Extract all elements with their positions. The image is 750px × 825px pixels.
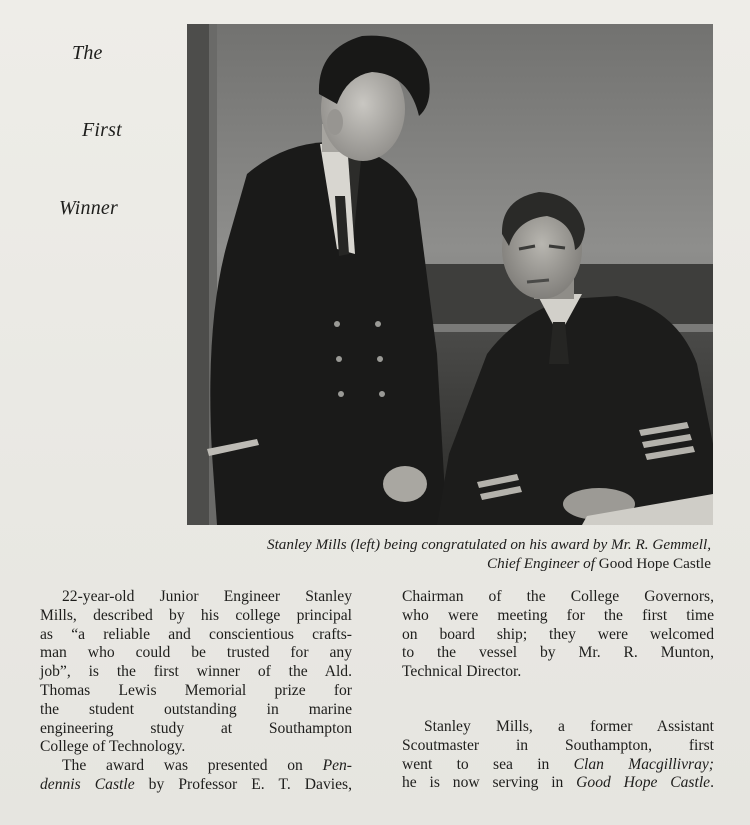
article-line: man who could be trusted for any [40,644,352,662]
article-text: went to sea in [402,755,574,773]
photo-caption [151,535,711,573]
article-line: Stanley Mills, a former Assistant [424,717,714,735]
article-line: Technical Director. [402,663,522,681]
article-line: job”, is the first winner of the Ald. [40,663,352,681]
article-line [402,774,714,793]
article-column-left [40,588,352,795]
article-column-right [402,588,714,793]
article-line: Chairman of the College Governors, [402,588,714,605]
ship-name: Good Hope Castle [576,774,711,792]
article-line: who were meeting for the first time [402,606,714,624]
article-text: . [710,774,714,792]
caption-ship-name: Good Hope Castle [598,555,711,572]
article-line [402,756,714,775]
article-line [40,776,352,795]
article-text: by Professor E. T. Davies, [134,775,352,793]
article-text: he is now serving in [402,774,577,792]
ship-name: Pen- [322,757,352,775]
heading-word-winner: Winner [59,197,118,219]
ship-name: Clan Macgillivray; [573,755,714,773]
article-line: Scoutmaster in Southampton, first [402,736,714,754]
article-line: College of Technology. [40,738,186,756]
officers-photo [187,24,713,525]
article-line: Mills, described by his college principal [40,606,352,624]
article-line: the student outstanding in marine [40,700,352,718]
article-text: The award was presented on [62,757,323,775]
caption-line-2 [151,554,711,573]
article-line: 22-year-old Junior Engineer Stanley [62,588,352,605]
article-line: as “a reliable and conscientious crafts- [40,625,352,643]
photograph-icon [187,24,713,525]
article-line: on board ship; they were welcomed [402,625,714,643]
paragraph-gap [402,682,714,718]
article-line [40,757,352,776]
heading-word-the: The [72,42,103,64]
article-line: to the vessel by Mr. R. Munton, [402,644,714,662]
caption-role: Chief Engineer of [487,555,595,572]
heading-word-first: First [82,119,122,141]
ship-name: dennis Castle [40,775,135,793]
article-line: engineering study at Southampton [40,719,352,737]
article-line: Thomas Lewis Memorial prize for [40,681,352,699]
caption-line-1: Stanley Mills (left) being congratulated on his award by Mr. R. Gemmell, [266,536,711,553]
